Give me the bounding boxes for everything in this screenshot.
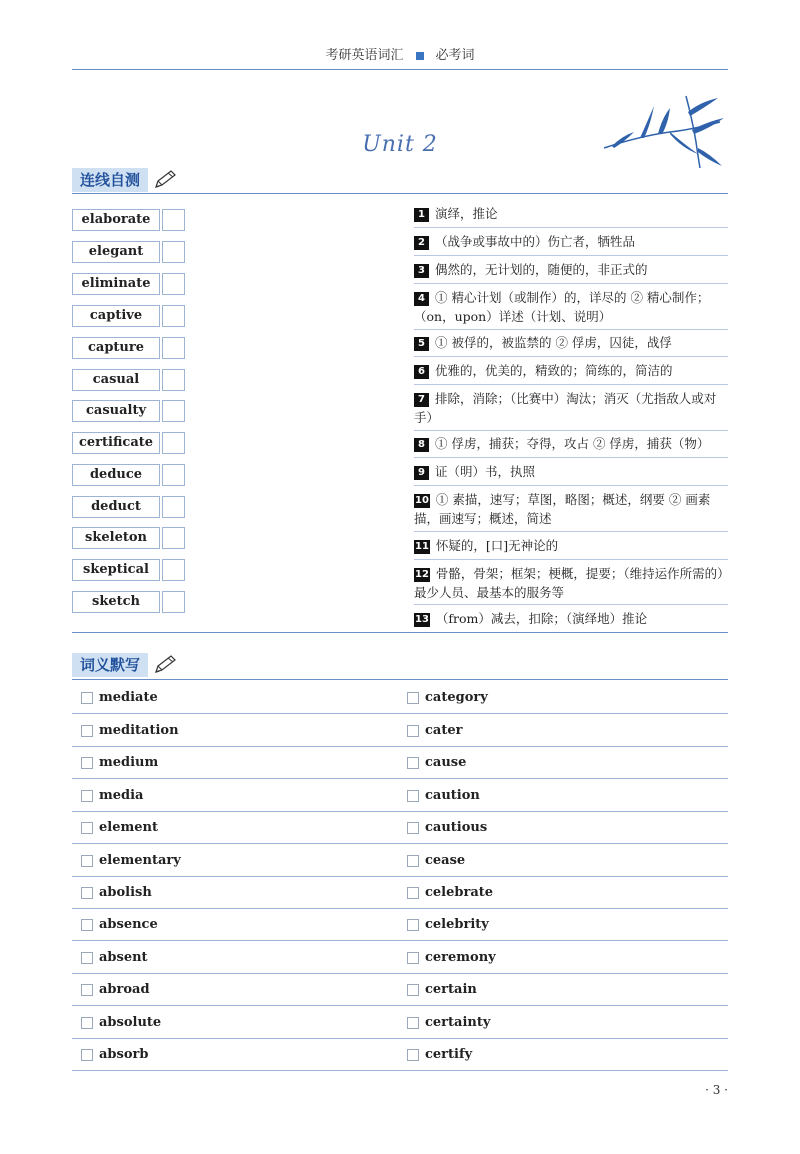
vocab-item[interactable]: [81, 690, 158, 705]
match-word: deduce: [72, 464, 160, 486]
definition-number: 4: [414, 292, 429, 306]
vocab-item[interactable]: [81, 1015, 161, 1030]
definition-text: ① 俘虏，捕获；夺得，攻占 ② 俘虏，捕获（物）: [435, 436, 710, 451]
definition-number: 3: [414, 264, 429, 278]
vocab-word: absorb: [99, 1047, 149, 1062]
vocab-row: [72, 908, 728, 941]
vocab-item[interactable]: [81, 982, 150, 997]
match-word: deduct: [72, 496, 160, 518]
definition-text: （战争或事故中的）伤亡者，牺牲品: [435, 234, 636, 249]
definition-item: [414, 536, 728, 555]
vocab-word: element: [99, 820, 158, 835]
vocab-item[interactable]: [407, 690, 488, 705]
definition-text: 优雅的，优美的，精致的；简练的，简洁的: [435, 363, 673, 378]
section-dictation-rule: [72, 679, 728, 680]
checkbox-icon[interactable]: [81, 984, 93, 996]
match-word: captive: [72, 305, 160, 327]
definition-item: [414, 490, 728, 528]
vocab-word: cease: [425, 853, 466, 868]
vocab-item[interactable]: [407, 950, 496, 965]
definition-rule: [414, 485, 728, 486]
match-word: skeleton: [72, 527, 160, 549]
match-answer-box[interactable]: [162, 337, 185, 359]
pencil-icon: [152, 169, 178, 191]
checkbox-icon[interactable]: [407, 887, 419, 899]
vocab-word: celebrate: [425, 885, 494, 900]
checkbox-icon[interactable]: [81, 757, 93, 769]
definition-number: 12: [415, 569, 429, 580]
match-word: sketch: [72, 591, 160, 613]
vocab-item[interactable]: [81, 1047, 148, 1062]
vocab-word: caution: [425, 788, 480, 803]
checkbox-icon[interactable]: [407, 919, 419, 931]
match-word: certificate: [72, 432, 160, 454]
definition-number: 8: [414, 438, 429, 452]
vocab-item[interactable]: [81, 820, 158, 835]
vocab-word: elementary: [99, 853, 181, 868]
section-match-bottom-rule: [72, 632, 728, 633]
vocab-word: celebrity: [425, 917, 489, 932]
match-answer-box[interactable]: [162, 400, 185, 422]
definition-number: 6: [414, 365, 429, 379]
definition-item: [414, 389, 728, 427]
definition-text: ① 被俘的，被监禁的 ② 俘虏，囚徒，战俘: [435, 335, 672, 350]
vocab-word: certainty: [425, 1015, 491, 1030]
definition-rule: [414, 283, 728, 284]
vocab-item[interactable]: [407, 1015, 490, 1030]
definition-rule: [414, 531, 728, 532]
vocab-word: meditation: [99, 723, 179, 738]
vocab-row: [72, 714, 728, 747]
vocab-word: medium: [99, 755, 159, 770]
match-answer-box[interactable]: [162, 559, 185, 581]
match-word: casualty: [72, 400, 160, 422]
checkbox-icon[interactable]: [407, 725, 419, 737]
definition-text: 排除，消除；（比赛中）淘汰；消灭（尤指敌人或对手）: [414, 391, 717, 425]
vocab-word: ceremony: [425, 950, 496, 965]
match-answer-box[interactable]: [162, 432, 185, 454]
definition-text: （from）减去，扣除；（演绎地）推论: [435, 611, 648, 626]
checkbox-icon[interactable]: [407, 952, 419, 964]
definition-rule: [414, 604, 728, 605]
vocab-item[interactable]: [407, 820, 487, 835]
vocab-item[interactable]: [407, 723, 462, 738]
vocab-item[interactable]: [81, 950, 148, 965]
match-answer-box[interactable]: [162, 527, 185, 549]
pencil-icon: [152, 654, 178, 676]
checkbox-icon[interactable]: [81, 725, 93, 737]
vocab-row: [72, 1006, 728, 1039]
checkbox-icon[interactable]: [407, 984, 419, 996]
vocab-item[interactable]: [81, 885, 152, 900]
vocab-row: [72, 844, 728, 877]
definition-item: [414, 462, 728, 481]
definition-number: 7: [414, 393, 429, 407]
checkbox-icon[interactable]: [81, 822, 93, 834]
vocab-item[interactable]: [81, 917, 158, 932]
definition-number: 5: [414, 337, 429, 351]
vocab-item[interactable]: [407, 917, 489, 932]
vocab-row: [72, 1038, 728, 1071]
vocab-item[interactable]: [81, 755, 158, 770]
match-answer-box[interactable]: [162, 209, 185, 231]
definition-item: [414, 260, 728, 279]
definition-rule: [414, 329, 728, 330]
vocab-item[interactable]: [407, 853, 465, 868]
definition-item: [414, 288, 728, 326]
checkbox-icon[interactable]: [407, 1017, 419, 1029]
definition-number: 10: [415, 495, 429, 506]
vocab-row: [72, 681, 728, 714]
definition-text: 证（明）书，执照: [435, 464, 536, 479]
vocab-row: [72, 876, 728, 909]
match-word: skeptical: [72, 559, 160, 581]
checkbox-icon[interactable]: [407, 692, 419, 704]
vocab-word: cater: [425, 723, 463, 738]
definition-text: ① 素描，速写；草图，略图；概述，纲要 ② 画素描，画速写；概述，简述: [414, 492, 711, 526]
checkbox-icon[interactable]: [407, 1049, 419, 1061]
unit-title: Unit 2: [362, 132, 438, 157]
checkbox-icon[interactable]: [407, 855, 419, 867]
checkbox-icon[interactable]: [81, 887, 93, 899]
definition-number: 9: [414, 466, 429, 480]
vocab-word: certify: [425, 1047, 473, 1062]
match-word: capture: [72, 337, 160, 359]
checkbox-icon[interactable]: [407, 757, 419, 769]
definition-item: [414, 609, 728, 628]
header-rule: [72, 69, 728, 70]
definition-item: [414, 204, 728, 223]
vocab-item[interactable]: [407, 885, 493, 900]
definition-rule: [414, 384, 728, 385]
vocab-word: cause: [425, 755, 467, 770]
vocab-word: media: [99, 788, 144, 803]
definition-text: ① 精心计划（或制作）的，详尽的 ② 精心制作；（on，upon）详述（计划、说明）: [414, 290, 710, 324]
definition-number: 1: [414, 208, 429, 222]
vocab-word: abroad: [99, 982, 150, 997]
vocab-word: certain: [425, 982, 477, 997]
vocab-row: [72, 811, 728, 844]
match-answer-box[interactable]: [162, 305, 185, 327]
header-book-title: 考研英语词汇: [325, 48, 404, 63]
page-number: · 3 ·: [705, 1083, 728, 1097]
header-square-icon: [416, 52, 424, 60]
vocab-word: absent: [99, 950, 148, 965]
match-answer-box[interactable]: [162, 241, 185, 263]
checkbox-icon[interactable]: [81, 1049, 93, 1061]
vocab-item[interactable]: [81, 723, 179, 738]
vocab-word: absolute: [99, 1015, 162, 1030]
bamboo-leaves-icon: [600, 92, 728, 176]
vocab-row: [72, 746, 728, 779]
section-match-heading: [72, 168, 178, 192]
vocab-word: cautious: [425, 820, 488, 835]
definition-rule: [414, 430, 728, 431]
definition-item: [414, 434, 728, 453]
definition-number: 2: [414, 236, 429, 250]
definition-rule: [414, 356, 728, 357]
vocab-word: absence: [99, 917, 158, 932]
definition-rule: [414, 227, 728, 228]
definition-number: 11: [415, 541, 429, 552]
vocab-item[interactable]: [81, 853, 181, 868]
vocab-row: [72, 941, 728, 974]
section-match-rule: [72, 193, 728, 194]
definition-text: 骨骼，骨架；框架；梗概，提要；（维持运作所需的）最少人员、最基本的服务等: [414, 566, 724, 600]
section-match-label: 连线自测: [72, 168, 148, 192]
match-word: elegant: [72, 241, 160, 263]
definition-item: [414, 361, 728, 380]
match-word: casual: [72, 369, 160, 391]
vocab-item[interactable]: [407, 788, 480, 803]
definition-number: 13: [415, 614, 429, 625]
match-answer-box[interactable]: [162, 591, 185, 613]
checkbox-icon[interactable]: [407, 790, 419, 802]
vocab-item[interactable]: [407, 755, 466, 770]
header-section-title: 必考词: [435, 48, 475, 63]
vocab-row: [72, 973, 728, 1006]
section-dictation-heading: [72, 653, 178, 677]
checkbox-icon[interactable]: [407, 822, 419, 834]
match-answer-box[interactable]: [162, 369, 185, 391]
definition-rule: [414, 457, 728, 458]
match-word: eliminate: [72, 273, 160, 295]
checkbox-icon[interactable]: [81, 692, 93, 704]
definition-text: 偶然的，无计划的，随便的，非正式的: [435, 262, 648, 277]
definition-item: [414, 232, 728, 251]
match-word: elaborate: [72, 209, 160, 231]
definition-item: [414, 333, 728, 352]
checkbox-icon[interactable]: [81, 790, 93, 802]
match-answer-box[interactable]: [162, 273, 185, 295]
checkbox-icon[interactable]: [81, 919, 93, 931]
definition-rule: [414, 559, 728, 560]
definition-rule: [414, 255, 728, 256]
vocab-row: [72, 779, 728, 812]
vocab-word: mediate: [99, 690, 158, 705]
vocab-item[interactable]: [407, 1047, 472, 1062]
definition-text: 怀疑的，[口]无神论的: [435, 538, 559, 553]
vocab-word: category: [425, 690, 488, 705]
definition-text: 演绎，推论: [435, 206, 498, 221]
match-answer-box[interactable]: [162, 464, 185, 486]
running-header: [0, 44, 800, 63]
match-answer-box[interactable]: [162, 496, 185, 518]
vocab-item[interactable]: [81, 788, 143, 803]
definition-item: [414, 564, 728, 602]
vocab-item[interactable]: [407, 982, 477, 997]
checkbox-icon[interactable]: [81, 855, 93, 867]
checkbox-icon[interactable]: [81, 952, 93, 964]
vocab-word: abolish: [99, 885, 152, 900]
section-dictation-label: 词义默写: [72, 653, 148, 677]
checkbox-icon[interactable]: [81, 1017, 93, 1029]
